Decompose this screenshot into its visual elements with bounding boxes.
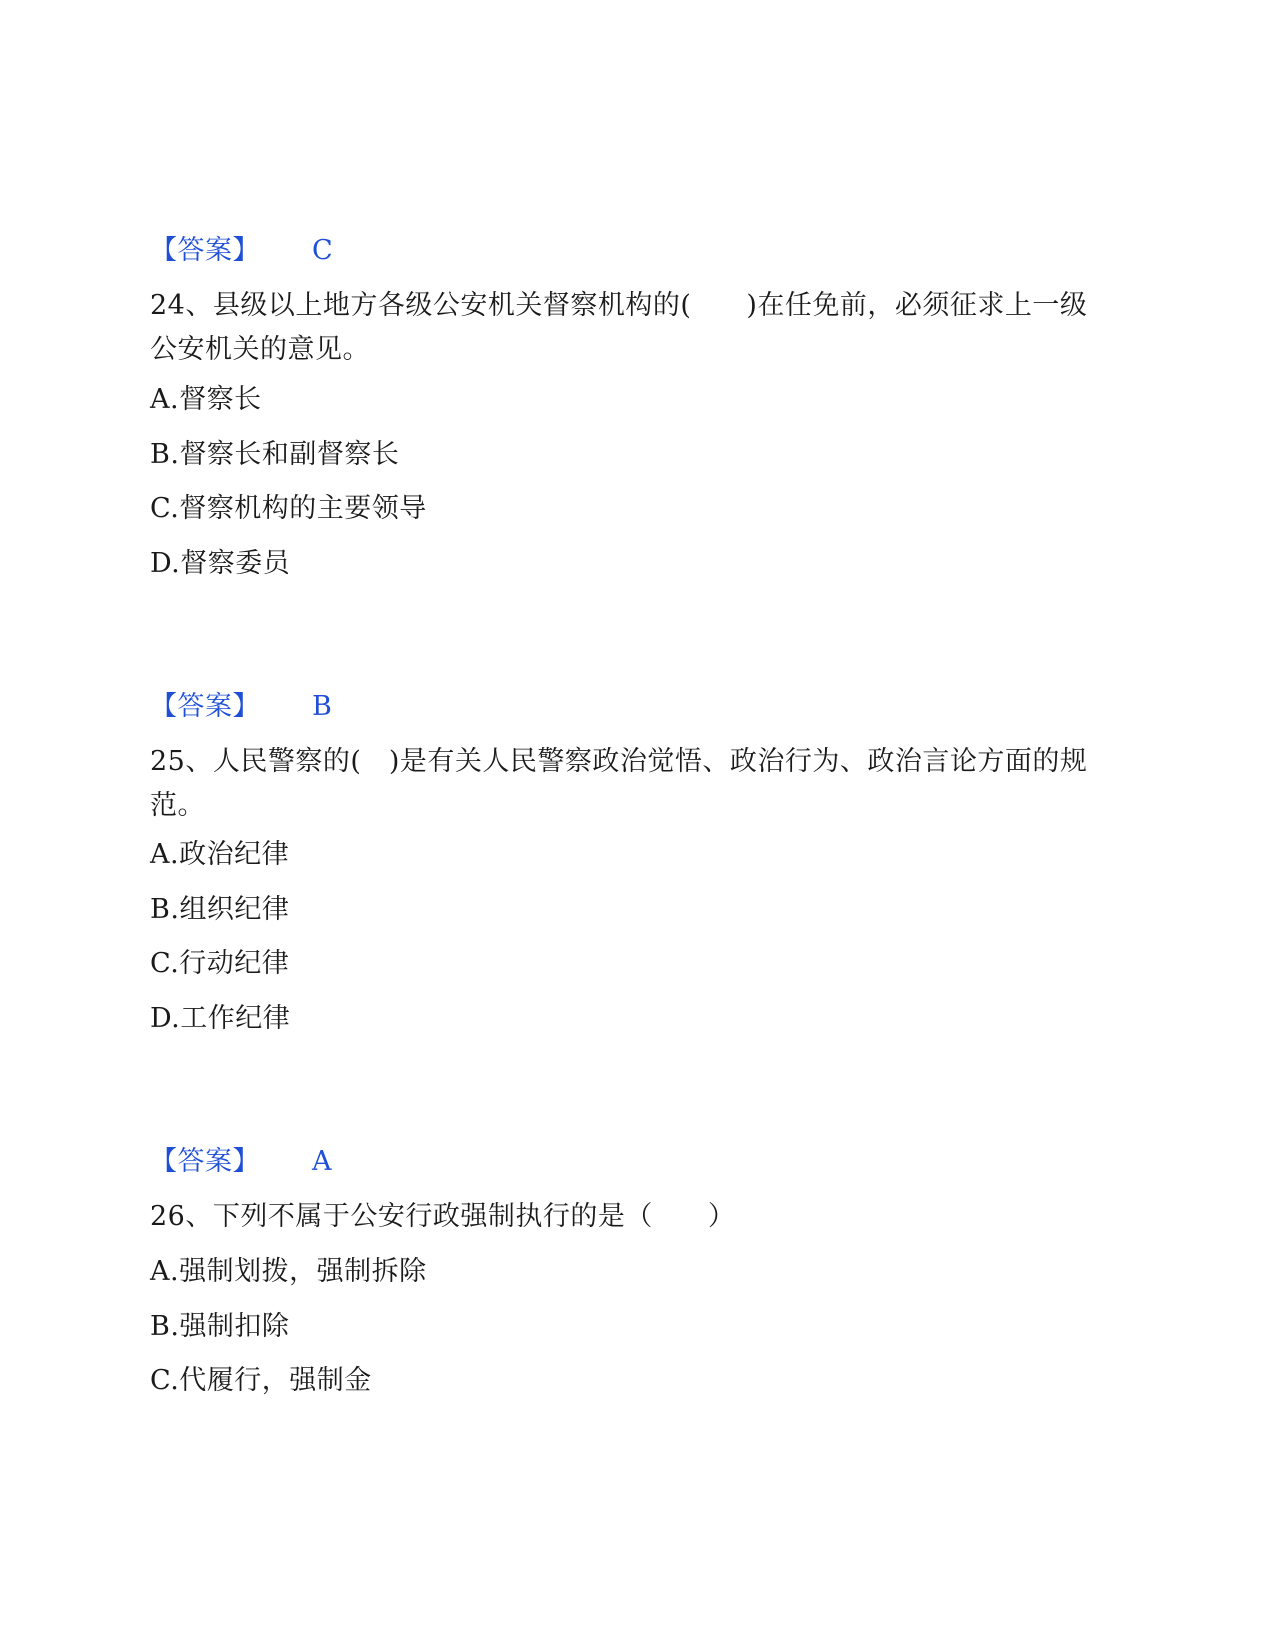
- option-text: 强制扣除: [179, 1311, 290, 1342]
- answer-label: 【答案】: [150, 1146, 260, 1177]
- option-text: 代履行，强制金: [179, 1365, 372, 1396]
- option-text: 督察委员: [180, 548, 291, 579]
- option-b: [150, 1306, 289, 1348]
- option-d: [150, 998, 290, 1040]
- option-letter: A.: [150, 839, 180, 870]
- option-letter: C.: [150, 1365, 180, 1396]
- answer-line: [150, 230, 333, 272]
- answer-line: [150, 1141, 332, 1183]
- answer-value: B: [312, 691, 333, 722]
- option-text: 政治纪律: [179, 839, 290, 870]
- option-c: [150, 488, 427, 530]
- option-text: 督察长: [179, 384, 262, 415]
- question-text: 下列不属于公安行政强制执行的是（ ）: [212, 1201, 736, 1232]
- option-text: 组织纪律: [179, 894, 290, 925]
- option-text: 督察长和副督察长: [179, 439, 400, 470]
- option-text: 督察机构的主要领导: [179, 493, 427, 524]
- option-a: [150, 1251, 427, 1293]
- option-b: [150, 889, 289, 931]
- answer-value: A: [312, 1146, 332, 1177]
- answer-label: 【答案】: [150, 235, 260, 266]
- option-b: [150, 434, 399, 476]
- answer-label: 【答案】: [150, 691, 260, 722]
- option-letter: B.: [150, 894, 180, 925]
- option-letter: B.: [150, 1311, 180, 1342]
- option-text: 工作纪律: [180, 1003, 291, 1034]
- option-text: 强制划拨，强制拆除: [179, 1256, 427, 1287]
- option-d: [150, 543, 290, 585]
- question-number: 24、: [150, 290, 213, 321]
- option-letter: A.: [150, 1256, 180, 1287]
- question-number: 25、: [150, 746, 213, 777]
- question-24: [150, 284, 1110, 372]
- option-c: [150, 1360, 372, 1402]
- answer-value: C: [312, 235, 334, 266]
- option-c: [150, 943, 289, 985]
- option-letter: D.: [150, 1003, 181, 1034]
- question-25: [150, 740, 1110, 828]
- option-text: 行动纪律: [179, 948, 290, 979]
- option-a: [150, 834, 289, 876]
- answer-line: [150, 686, 332, 728]
- question-number: 26、: [150, 1201, 213, 1232]
- option-letter: D.: [150, 548, 181, 579]
- option-letter: A.: [150, 384, 180, 415]
- option-a: [150, 379, 262, 421]
- option-letter: B.: [150, 439, 180, 470]
- option-letter: C.: [150, 948, 180, 979]
- option-letter: C.: [150, 493, 180, 524]
- question-26: [150, 1196, 735, 1238]
- question-text: 县级以上地方各级公安机关督察机构的( )在任免前，必须征求上一级公安机关的意见。: [150, 290, 1088, 365]
- question-text: 人民警察的( )是有关人民警察政治觉悟、政治行为、政治言论方面的规范。: [150, 746, 1088, 821]
